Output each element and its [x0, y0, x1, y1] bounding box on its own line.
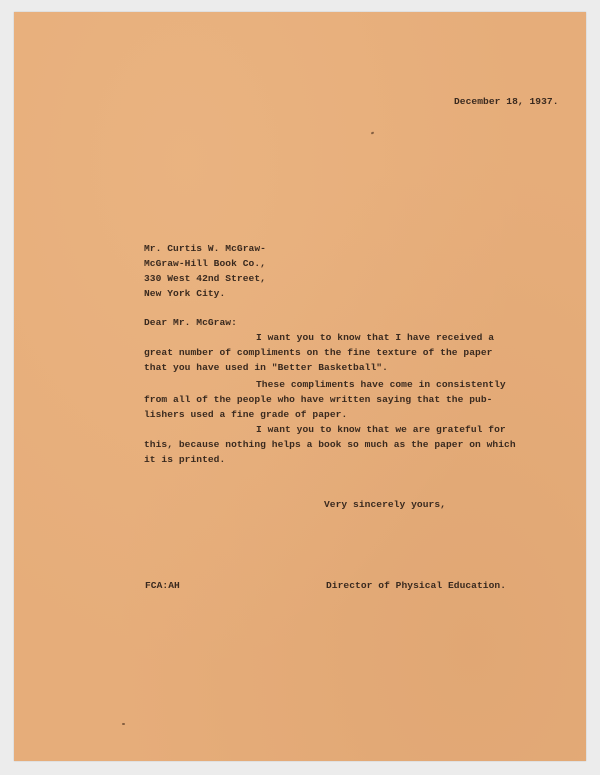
signer-title: Director of Physical Education. — [326, 580, 507, 591]
paragraph-1-line-1: I want you to know that I have received a — [256, 332, 495, 343]
salutation: Dear Mr. McGraw: — [144, 317, 237, 328]
paragraph-2-line-2: from all of the people who have written saying that the pub- — [144, 394, 493, 405]
paragraph-2-line-1: These compliments have come in consistently — [256, 379, 506, 390]
letter-date: December 18, 1937. — [454, 96, 559, 107]
paragraph-2-line-3: lishers used a fine grade of paper. — [144, 409, 348, 420]
ink-speck — [122, 723, 125, 725]
recipient-city: New York City. — [144, 288, 226, 299]
closing: Very sincerely yours, — [324, 499, 446, 510]
paragraph-3-line-3: it is printed. — [144, 454, 226, 465]
paragraph-1-line-2: great number of compliments on the fine texture of the paper — [144, 347, 493, 358]
ink-speck — [371, 131, 375, 134]
recipient-street: 330 West 42nd Street, — [144, 273, 266, 284]
paragraph-3-line-1: I want you to know that we are grateful for — [256, 424, 506, 435]
paragraph-3-line-2: this, because nothing helps a book so much as the paper on which — [144, 439, 516, 450]
paragraph-1-line-3: that you have used in "Better Basketball". — [144, 362, 388, 373]
recipient-name: Mr. Curtis W. McGraw- — [144, 243, 266, 254]
typist-initials: FCA:AH — [145, 580, 180, 591]
letter-page — [14, 12, 586, 761]
recipient-company: McGraw-Hill Book Co., — [144, 258, 266, 269]
